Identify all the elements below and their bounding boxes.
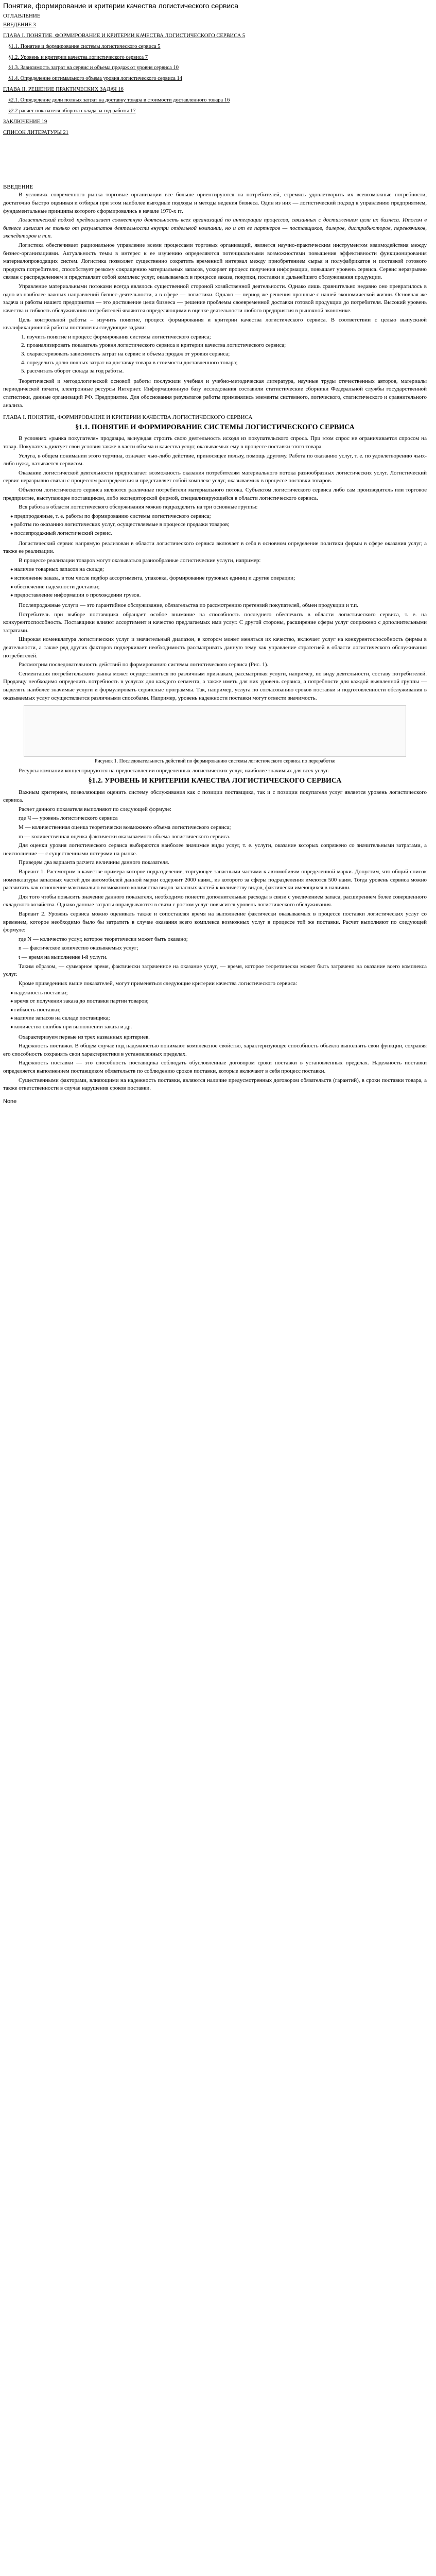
paragraph: Охарактеризуем первые из трех названных критериев.	[19, 1033, 150, 1040]
toc-list	[3, 22, 427, 137]
paragraph: Важным критерием, позволяющим оценить систему обслуживания как с позиции поставщика, так и с позиции покупателя услуг является уровень логистического сервиса.	[3, 789, 427, 804]
paragraph: Логистика обеспечивает рациональное управление всеми процессами торговых организаций, является научно-практическим инструментом взаимодействия между бизнес-организациями. Актуальность темы в интерес к ее изучению определяются потенциальными возможностями повышения эффективности функционирования материалопроводящих систем. Логистика позволяет существенно сократить временной интервал между приобретением сырья и полуфабрикатов и поставкой готового продукта потребителю, способствует резкому сокращению материальных запасов, ускоряет процесс получения информации, повышает уровень сервиса. Сервис неразрывно связан с распределением и представляет собой комплекс услуг, оказываемых в процессе заказа, покупки, поставки и дальнейшего обслуживания продукции.	[3, 242, 427, 281]
toc-item	[3, 22, 427, 29]
list-item: 2. проанализировать показатель уровня логистического сервиса и критерии качества логистического сервиса;	[27, 342, 427, 350]
footer-text: None	[3, 1098, 17, 1105]
toc-item	[3, 129, 427, 137]
list-item: ● наличие товарных запасов на складе;	[10, 566, 427, 574]
toc-link[interactable]: §1.3. Зависимость затрат на сервис и объема продаж от уровня сервиса 10	[8, 65, 179, 71]
toc-link[interactable]: СПИСОК ЛИТЕРАТУРЫ 21	[3, 129, 69, 135]
intro-heading: ВВЕДЕНИЕ	[3, 183, 33, 190]
paragraph: Потребитель при выборе поставщика обращает особое внимание на способность последнего обеспечить в области логистического сервиса, т. е. на конкурентоспособность. Поставщики влияют ассортимент и качество предлагаемых ими услуг. С другой стороны, расширение сферы услуг сопряжено с дополнительными затратами.	[3, 611, 427, 634]
toc-link[interactable]: ГЛАВА II. РЕШЕНИЕ ПРАКТИЧЕСКИХ ЗАДАЧ 16	[3, 87, 124, 93]
list-item: ● предоставление информации о прохождении грузов.	[10, 591, 427, 600]
paragraph: Таким образом, — суммарное время, фактически затраченное на оказание услуг, — время, которое теоретически может быть затрачено на оказание всего комплекса услуг.	[3, 963, 427, 978]
formula-legend: где Ч — уровень логистического сервиса	[19, 815, 118, 822]
paragraph: Надежность поставки. В общем случае под надежностью понимают комплексное свойство, характеризующее способность объекта выполнять свои функции, сохраняя его способность сохранять свои характеристики в установленных пределах.	[3, 1043, 427, 1057]
section-heading-1-1: §1.1. ПОНЯТИЕ И ФОРМИРОВАНИЕ СИСТЕМЫ ЛОГИСТИЧЕСКОГО СЕРВИСА	[75, 423, 355, 431]
paragraph: В процессе реализации товаров могут оказываться разнообразные логистические услуги, например:	[19, 557, 261, 564]
paragraph: Теоретической и методологической основой работы послужили учебная и учебно-методическая литература, научные труды отечественных авторов, материалы периодической печати, электронные ресурсы Интернет. Информационную базу исследования составили статистические сборники Федеральной службы государственной статистики, данные организаций РФ. Предприятие. Для обоснования результатов работы применялись элементы системного, логического, статистического и сравнительного анализа.	[3, 378, 427, 409]
groups-list	[3, 513, 427, 538]
paragraph: В условиях «рынка покупателя» продавцы, вынуждая строить свою деятельность исходя из покупательского спроса. При этом спрос не ограничивается спросом на товар. Покупатель диктует свои условия также в части объема и качества услуг, оказываемых ему в процессе поставки этого товара.	[3, 435, 427, 450]
paragraph: Рассмотрим последовательность действий по формированию системы логистического сервиса (Рис. 1).	[19, 662, 269, 668]
list-item: ● наличие запасов на складе поставщика;	[10, 1014, 427, 1023]
paragraph: Цель контрольной работы – изучить понятие, процесс формирования и критерии качества логистического сервиса. В соответствии с целью выпускной квалификационной работы поставлены следующие задачи:	[3, 316, 427, 331]
paragraph: Логистический сервис напрямую реализован в области логистического сервиса включает в себя в основном определение политики фирмы в сфере оказания услуг, а также ее реализации.	[3, 540, 427, 555]
toc-item	[3, 86, 427, 94]
document-title: Понятие, формирование и критерии качества логистического сервиса	[3, 2, 239, 10]
toc-link[interactable]: §1.2. Уровень и критерии качества логистического сервиса 7	[8, 54, 148, 60]
list-item: ● работы по оказанию логистических услуг, осуществляемые в процессе продажи товаров;	[10, 521, 427, 529]
toc-link[interactable]: §1.4. Определение оптимального объема уровня логистического сервиса 14	[8, 76, 183, 82]
figure-1-image	[24, 705, 406, 757]
toc-item	[3, 97, 427, 105]
toc-heading: ОГЛАВЛЕНИЕ	[3, 13, 41, 20]
list-item: ● гибкость поставки;	[10, 1006, 427, 1014]
formula-legend: n — фактическое количество оказываемых услуг;	[19, 945, 138, 952]
toc-item	[3, 32, 427, 40]
services-list	[3, 566, 427, 599]
paragraph: Послепродажные услуги — это гарантийное обслуживание, обязательства по рассмотрению претензий покупателей, обмен продукции и т.п.	[19, 602, 358, 608]
formula-legend: где N — количество услуг, которое теоретически может быть оказано;	[19, 936, 188, 942]
paragraph: Услуга, в общем понимании этого термина, означает чью-либо действие, приносящее пользу, помощь другому. Работа по оказанию услуг, т. е. по удовлетворению чьих-либо нужд, называется сервисом.	[3, 452, 427, 467]
paragraph: Для оценки уровня логистического сервиса выбираются наиболее значимые виды услуг, т. е. услуги, оказание которых сопряжено со значительными затратами, а неисполнение — с существенными потерями на рынке.	[3, 842, 427, 857]
toc-item	[3, 108, 427, 115]
toc-link[interactable]: ГЛАВА I. ПОНЯТИЕ, ФОРМИРОВАНИЕ И КРИТЕРИИ КАЧЕСТВА ЛОГИСТИЧЕСКОГО СЕРВИСА 5	[3, 32, 246, 39]
formula-legend: t — время на выполнение i-й услуги.	[19, 954, 108, 961]
toc-link[interactable]: ВВЕДЕНИЕ 3	[3, 22, 36, 28]
paragraph: Управление материальными потоками всегда являлось существенной стороной хозяйственной деятельности. Однако лишь сравнительно недавно оно превратилось в одно из наиболее важных направлений бизнес-деятельности, а в сфере — логистики. Однако — период же решения прошлые с нашей экономической жизни. Основная же задача и работы нашего предприятия — это достижение цели бизнеса — решение проблемы своевременной доставки готовой продукции до потребителя. Высокий уровень качества и гибкость обслуживания потребителей являются определяющими в оценке деятельности любого предприятия в рыночной экономике.	[3, 283, 427, 314]
list-item: 4. определить долю полных затрат на доставку товара в стоимости доставленного товара;	[27, 359, 427, 367]
toc-item	[3, 64, 427, 72]
paragraph: Расчет данного показателя выполняют по следующей формуле:	[19, 806, 172, 812]
paragraph: В условиях современного рынка торговые организации все больше ориентируются на потребителей, стремясь удовлетворить их всевозможные потребности, достаточно быстро оценивая и отбирая при этом наиболее выгодные подходы и методы ведения бизнеса. Один из них — логистический подход к управлению предприятием, фундаментальные принципы которого сформировались в начале 1970-х гг.	[3, 192, 427, 214]
list-item: ● надежность поставки;	[10, 989, 427, 997]
document-page	[0, 0, 430, 1110]
toc-link[interactable]: ЗАКЛЮЧЕНИЕ 19	[3, 118, 47, 125]
paragraph: Надежность поставки — это способность поставщика соблюдать обусловленные договором сроки поставки в установленных пределах. Надежность поставки определяется выполнением поставщиком обязательств по соблюдению сроков поставки, которые включают в себя процесс поставки.	[3, 1060, 427, 1075]
paragraph: Вся работа в области логистического обслуживания можно подразделить на три основные группы:	[19, 504, 258, 511]
criteria-list	[3, 989, 427, 1031]
paragraph: Логистический подход предполагает совместную деятельность всех организаций по интеграции процессов, связанных с достижением цели их бизнеса. Итогом в бизнесе зависит не только от результатов деятельности внутри отдельной компании, но и от ее партнеров — поставщиков, дилеров, дистрибьюторов, перевозчиков, экспедиторов и т.п.	[3, 217, 427, 240]
paragraph: Вариант 2. Уровень сервиса можно оценивать также и сопоставляя время на выполнение фактически оказываемых в процессе поставки логистических услуг со временем, которое необходимо было бы затратить в случае оказания всего комплекса возможных услуг в процессе той же поставки. Расчет выполняют по следующей формуле:	[3, 911, 427, 934]
toc-item	[3, 43, 427, 51]
paragraph: Ресурсы компании концентрируются на предоставлении определенных логистических услуг, наиболее значимых для всех услуг.	[19, 768, 329, 774]
formula-legend: m — количественная оценка фактически оказываемого объема логистического сервиса.	[19, 833, 231, 840]
chapter-heading: ГЛАВА I. ПОНЯТИЕ, ФОРМИРОВАНИЕ И КРИТЕРИИ КАЧЕСТВА ЛОГИСТИЧЕСКОГО СЕРВИСА	[3, 414, 253, 421]
paragraph: Объектом логистического сервиса являются различные потребители материального потока. Субъектом логистического сервиса либо сам производитель или торговое предприятие, выступающее поставщиком, либо экспедиторской фирмой, специализирующейся в области логистического сервиса.	[3, 486, 427, 501]
paragraph: Вариант 1. Рассмотрим в качестве примера которое подразделение, торгующее запасными частями к автомобилям определенной марки. Допустим, что общий список номенклатуры запасных частей для автомобилей данной марки содержит 2000 наим., из которого за сферы подразделения имеются 500 наим. Тогда уровень сервиса можно рассчитать как отношение максимально возможного количества видов запасных частей к количеству видов, фактически имеющихся в наличии.	[3, 869, 427, 891]
figure-1-caption: Рисунок 1. Последовательность действий по формированию системы логистического сервиса по переработке	[94, 758, 336, 765]
toc-link[interactable]: §2.1. Определение доли полных затрат на доставку товара в стоимости доставленного товара 16	[8, 97, 230, 104]
list-item: ● предпродажные, т. е. работы по формированию системы логистического сервиса;	[10, 513, 427, 521]
paragraph: Оказание логистической деятельности предполагает возможность оказания потребителям материального потока разнообразных логистических услуг. Логистический сервис неразрывно связан с процессом распределения и представляет собой комплекс услуг, оказываемых в процессе поставки товаров.	[3, 469, 427, 484]
introduction-section	[3, 183, 427, 410]
list-item: 3. охарактеризовать зависимость затрат на сервис и объема продаж от уровня сервиса;	[27, 350, 427, 359]
list-item: 5. рассчитать оборот склада за год работы.	[27, 367, 427, 376]
list-item: ● количество ошибок при выполнении заказа и др.	[10, 1023, 427, 1031]
chapter-1-section	[3, 414, 427, 1093]
toc-item	[3, 54, 427, 62]
list-item: 1. изучить понятие и процесс формирования системы логистического сервиса;	[27, 333, 427, 342]
table-of-contents	[3, 12, 427, 137]
paragraph: Для того чтобы повысить значение данного показателя, необходимо понести дополнительные расходы в связи с увеличением запаса, расширением более совершенного складского хозяйства. Однако данные затраты оправдываются в связи с ростом услуг повысится уровень логистического обслуживания.	[3, 893, 427, 908]
list-item: ● послепродажный логистический сервис.	[10, 530, 427, 538]
paragraph: Широкая номенклатура логистических услуг и значительный диапазон, в котором может меняться их качество, включает услуг на конкурентоспособность фирмы в деятельности, а также ряд других факторов подчеркивает необходимость рассматривать данную тему как управление стратегией в области логистического обслуживания потребителей.	[3, 636, 427, 659]
paragraph: Существенными факторами, влияющими на надежность поставки, являются наличие предусмотренных договором обязательств (гарантий), в сроки поставки товара, а также ответственности в случае нарушения сроков поставки.	[3, 1077, 427, 1092]
tasks-list	[3, 333, 427, 376]
paragraph: Приведем два варианта расчета величины данного показателя.	[19, 859, 169, 866]
list-item: ● исполнение заказа, в том числе подбор ассортимента, упаковка, формирование грузовых единиц и другие операции;	[10, 574, 427, 583]
toc-link[interactable]: §2.2 расчет показателя оборота склада за год работы 17	[8, 108, 136, 114]
list-item: ● обеспечение надежности доставки;	[10, 583, 427, 591]
toc-link[interactable]: §1.1. Понятие и формирование системы логистического сервиса 5	[8, 43, 161, 49]
paragraph: Сегментация потребительского рынка может осуществляться по различным признакам, рассматривая услуги, например, по виду деятельности, составу потребителей. Продавцу необходимо определить потребность в услугах для каждого сегмента, а также иметь для них уровень сервиса, а потребности для каждой выявленной группы — выделять наиболее значимые услуги и формулировать сервисные программы. Так, например, услуга по согласованию сроков поставки и подготовленности обслуживания в оказываемых услуг осуществляется различными способами. Например, уровень надежности поставки могут отвести значимость.	[3, 670, 427, 701]
toc-item	[3, 75, 427, 83]
paragraph: Кроме приведенных выше показателей, могут применяться следующие критерии качества логистического сервиса:	[19, 980, 298, 987]
section-heading-1-2: §1.2. УРОВЕНЬ И КРИТЕРИИ КАЧЕСТВА ЛОГИСТИЧЕСКОГО СЕРВИСА	[88, 777, 342, 785]
list-item: ● время от получения заказа до поставки партии товаров;	[10, 997, 427, 1006]
toc-item	[3, 118, 427, 126]
formula-legend: М — количественная оценка теоретически возможного объема логистического сервиса;	[19, 824, 231, 831]
